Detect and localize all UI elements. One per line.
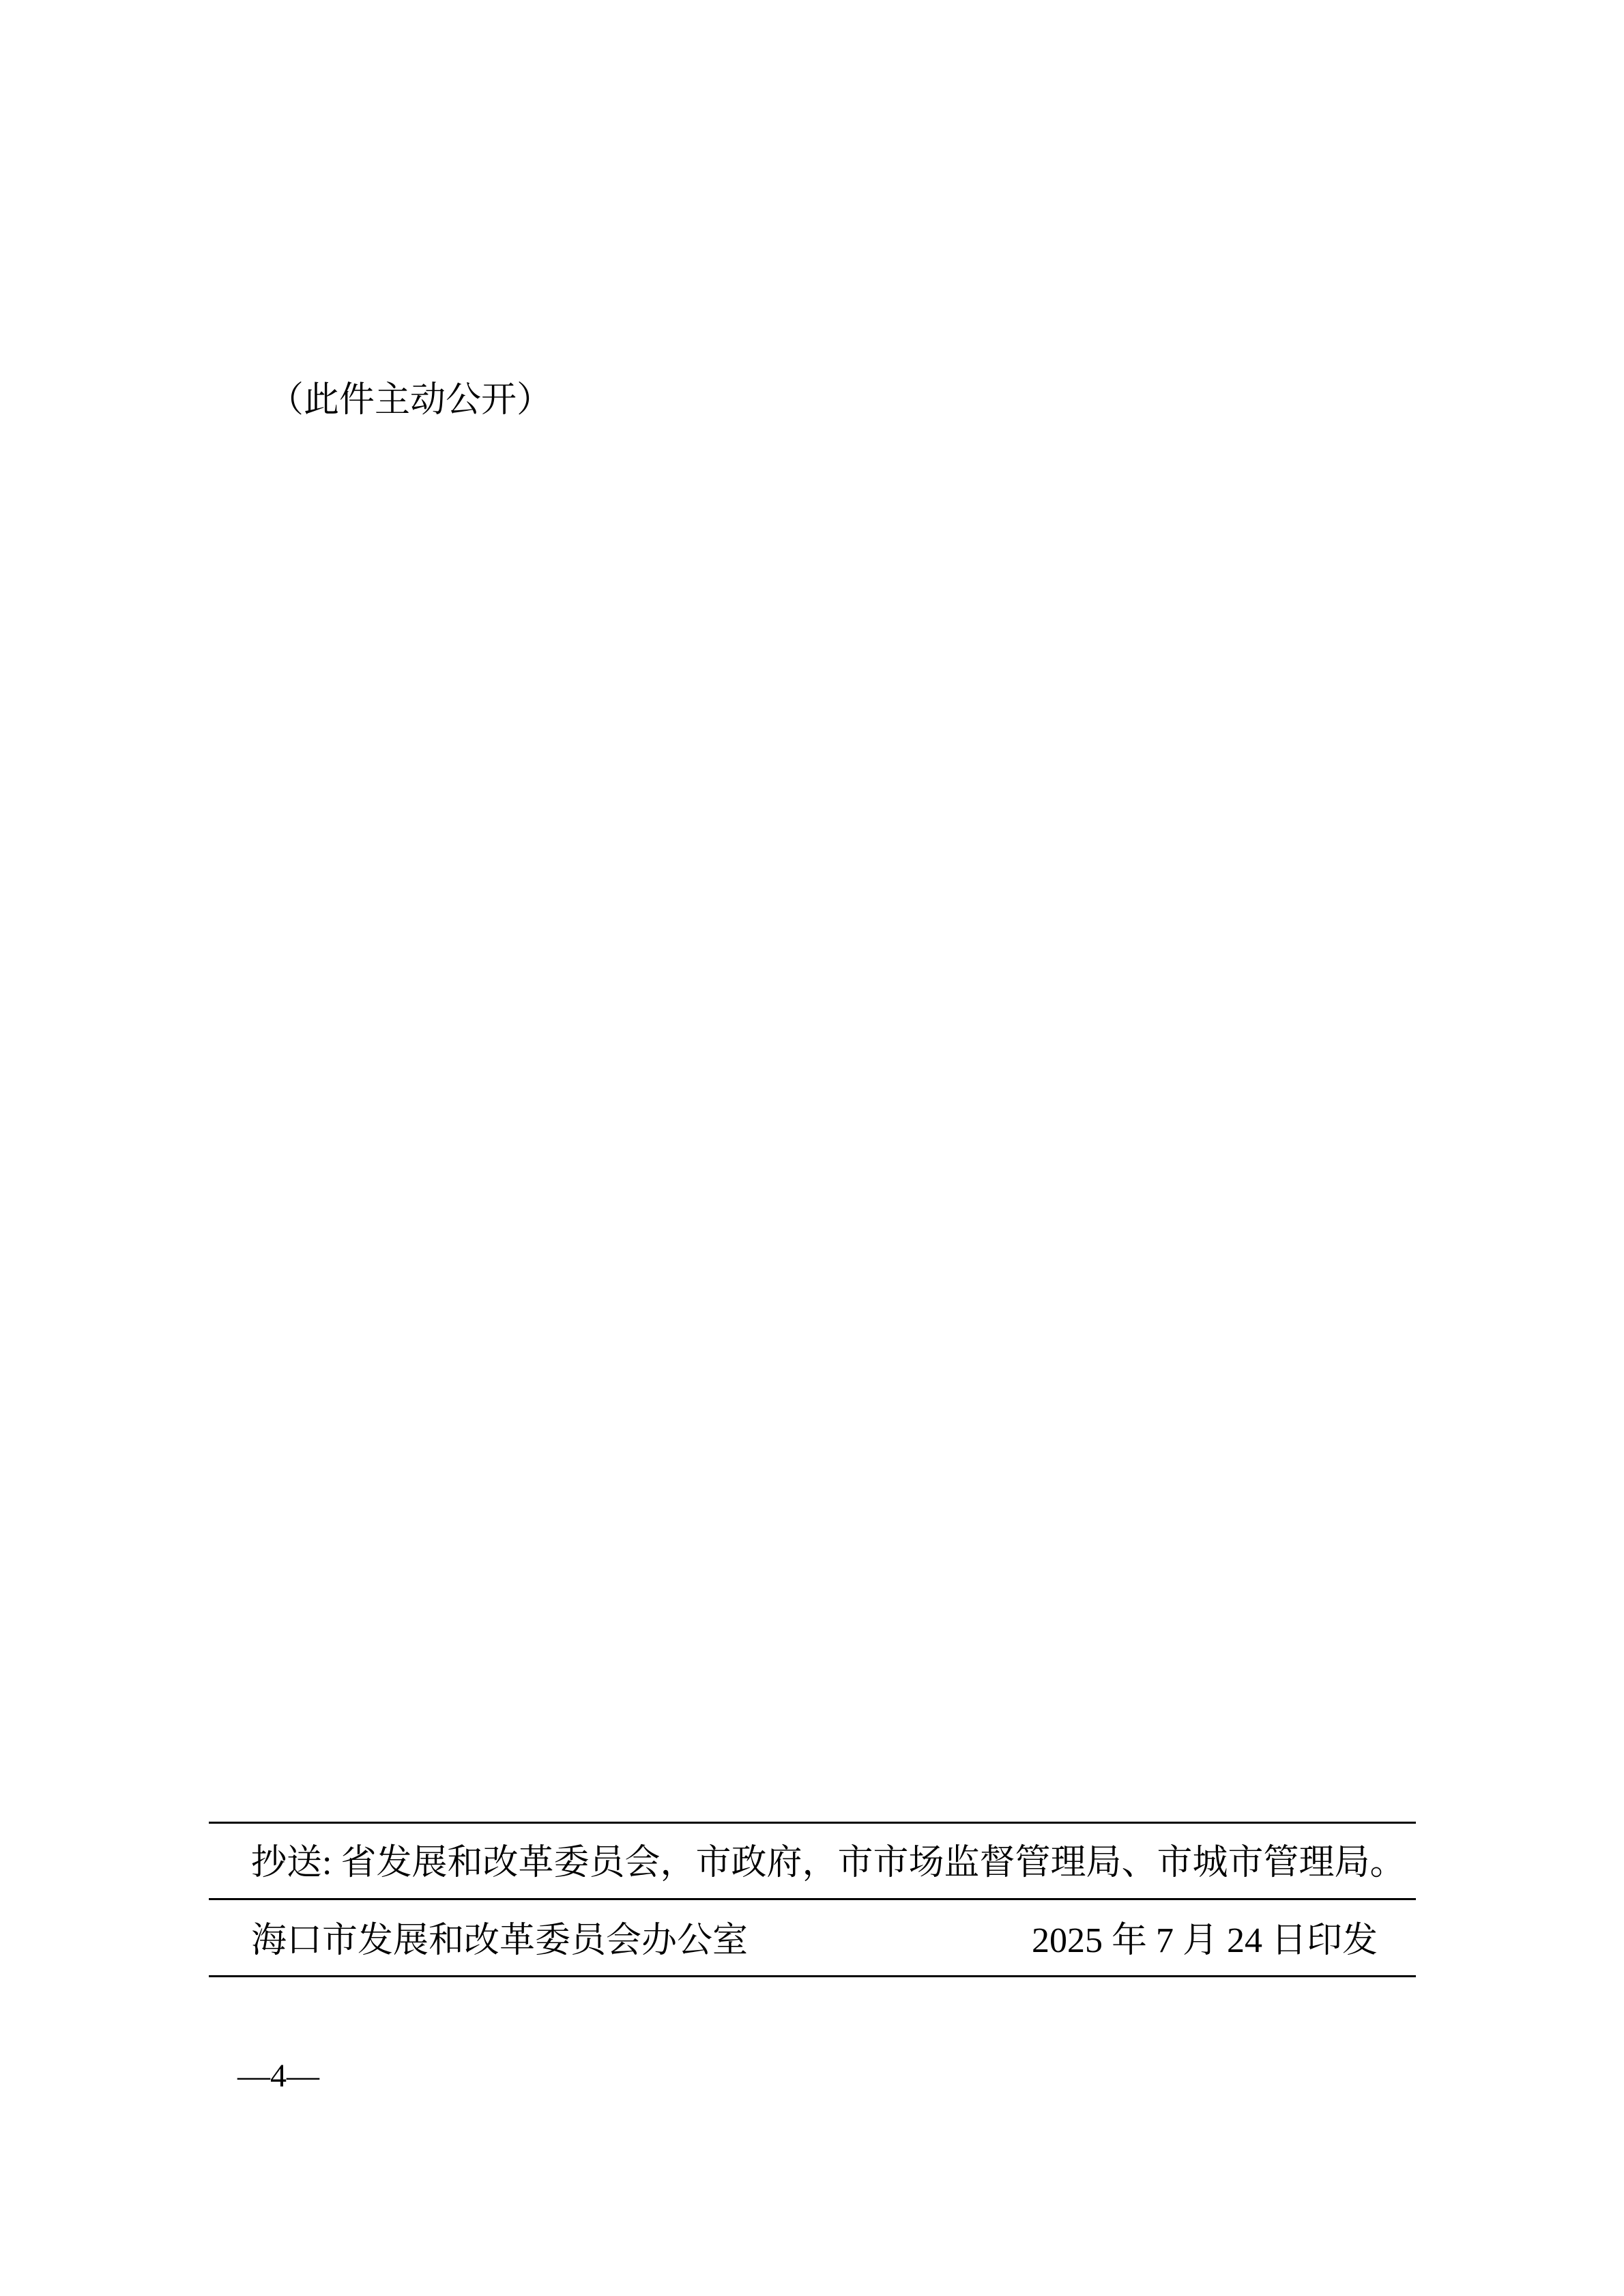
colophon-top-rule	[209, 1822, 1416, 1824]
colophon-middle-rule	[209, 1898, 1416, 1900]
issue-date: 2025 年 7 月 24 日印发	[1032, 1921, 1378, 1960]
issuing-office: 海口市发展和改革委员会办公室	[251, 1921, 749, 1960]
colophon-bottom-rule	[209, 1975, 1416, 1977]
page-number: —4—	[237, 2058, 319, 2094]
publicity-note: （此件主动公开）	[268, 381, 553, 420]
cc-line: 抄送: 省发展和改革委员会，市政府，市市场监督管理局、市城市管理局。	[251, 1843, 1406, 1882]
